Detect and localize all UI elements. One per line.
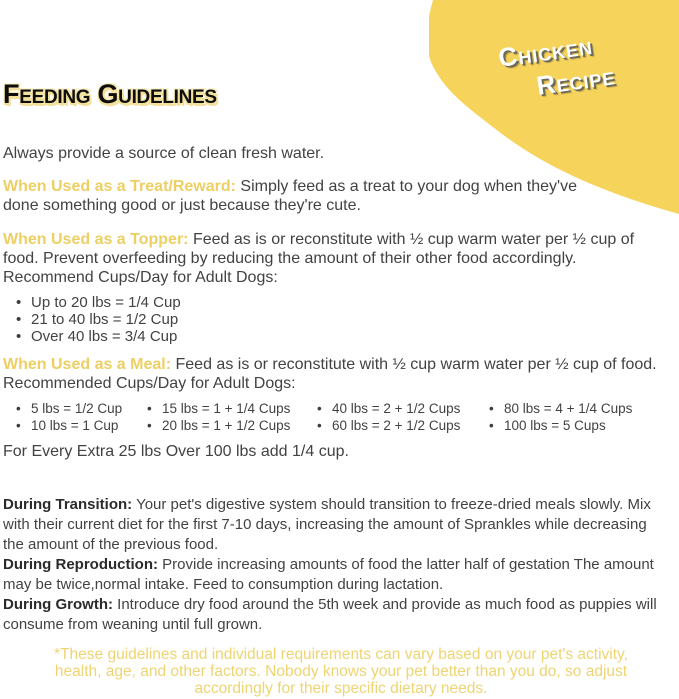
disclaimer: *These guidelines and individual requirements can vary based on your pet's activity, health, age, and other factors. Nobody knows your pet better than you do, so adjust accordingly for their specific dietary needs. bbox=[54, 646, 628, 697]
section-topper bbox=[3, 230, 658, 287]
meal-serving-columns bbox=[16, 400, 679, 434]
list-item bbox=[16, 294, 679, 311]
care-growth-heading: During Growth: bbox=[3, 596, 113, 613]
meal-column bbox=[489, 400, 679, 434]
brand-badge-line2: Recipe bbox=[534, 59, 617, 101]
list-item-text: 15 lbs = 1 + 1/4 Cups bbox=[162, 401, 291, 416]
list-item-text: 21 to 40 lbs = 1/2 Cup bbox=[31, 311, 179, 328]
list-item-text: 100 lbs = 5 Cups bbox=[504, 418, 606, 433]
bullet-icon: • bbox=[317, 418, 322, 433]
treat-heading: When Used as a Treat/Reward: bbox=[3, 178, 236, 195]
bullet-icon: • bbox=[16, 328, 22, 345]
list-item bbox=[317, 417, 489, 434]
care-reproduction bbox=[3, 555, 658, 595]
bullet-icon: • bbox=[147, 418, 152, 433]
meal-column bbox=[16, 400, 147, 434]
list-item-text: 10 lbs = 1 Cup bbox=[31, 418, 119, 433]
bullet-icon: • bbox=[16, 418, 21, 433]
list-item bbox=[147, 400, 317, 417]
list-item-text: Up to 20 lbs = 1/4 Cup bbox=[31, 294, 181, 311]
bullet-icon: • bbox=[16, 311, 22, 328]
list-item-text: 20 lbs = 1 + 1/2 Cups bbox=[162, 418, 291, 433]
care-transition bbox=[3, 495, 658, 555]
list-item bbox=[147, 417, 317, 434]
brand-badge-line1: Chicken bbox=[496, 29, 595, 73]
treat-body: Simply feed as a treat to your dog when they've done something good or just because they're cute. bbox=[3, 178, 577, 214]
care-growth-body: Introduce dry food around the 5th week and provide as much food as puppies will consume from weaning until full grown. bbox=[3, 596, 657, 633]
bullet-icon: • bbox=[147, 401, 152, 416]
bullet-icon: • bbox=[489, 418, 494, 433]
meal-body: Feed as is or reconstitute with ½ cup warm water per ½ cup of food. Recommended Cups/Day for Adult Dogs: bbox=[3, 356, 657, 392]
list-item-text: 80 lbs = 4 + 1/4 Cups bbox=[504, 401, 633, 416]
care-transition-heading: During Transition: bbox=[3, 496, 133, 513]
extra-note: For Every Extra 25 lbs Over 100 lbs add 1/4 cup. bbox=[3, 443, 349, 460]
care-reproduction-body: Provide increasing amounts of food the latter half of gestation The amount may be twice,normal intake. Feed to consumption during lactation. bbox=[3, 556, 654, 593]
list-item bbox=[489, 417, 679, 434]
meal-column bbox=[147, 400, 317, 434]
content-column bbox=[3, 0, 679, 697]
meal-heading: When Used as a Meal: bbox=[3, 356, 172, 373]
care-reproduction-heading: During Reproduction: bbox=[3, 556, 158, 573]
section-meal bbox=[3, 355, 663, 393]
intro-text: Always provide a source of clean fresh water. bbox=[3, 145, 325, 162]
list-item-text: 5 lbs = 1/2 Cup bbox=[31, 401, 123, 416]
care-growth bbox=[3, 595, 658, 635]
list-item-text: Over 40 lbs = 3/4 Cup bbox=[31, 328, 178, 345]
list-item bbox=[16, 400, 147, 417]
topper-serving-list bbox=[16, 294, 679, 345]
list-item-text: 40 lbs = 2 + 1/2 Cups bbox=[332, 401, 461, 416]
topper-body: Feed as is or reconstitute with ½ cup warm water per ½ cup of food. Prevent overfeeding by reducing the amount of their other food accordingly. Recommend Cups/Day for Adult Dogs: bbox=[3, 231, 635, 286]
topper-heading: When Used as a Topper: bbox=[3, 231, 189, 248]
bullet-icon: • bbox=[16, 294, 22, 311]
section-treat bbox=[3, 177, 578, 215]
list-item-text: 60 lbs = 2 + 1/2 Cups bbox=[332, 418, 461, 433]
bullet-icon: • bbox=[16, 401, 21, 416]
care-section bbox=[3, 495, 658, 635]
meal-column bbox=[317, 400, 489, 434]
list-item bbox=[16, 328, 679, 345]
bullet-icon: • bbox=[489, 401, 494, 416]
page-title: Feeding Guidelines bbox=[3, 79, 217, 109]
list-item bbox=[317, 400, 489, 417]
care-transition-body: Your pet's digestive system should transition to freeze-dried meals slowly. Mix with their current diet for the first 7-10 days, increasing the amount of Sprankles while decreasing the amount of the previous food. bbox=[3, 496, 651, 553]
list-item bbox=[489, 400, 679, 417]
list-item bbox=[16, 311, 679, 328]
bullet-icon: • bbox=[317, 401, 322, 416]
list-item bbox=[16, 417, 147, 434]
